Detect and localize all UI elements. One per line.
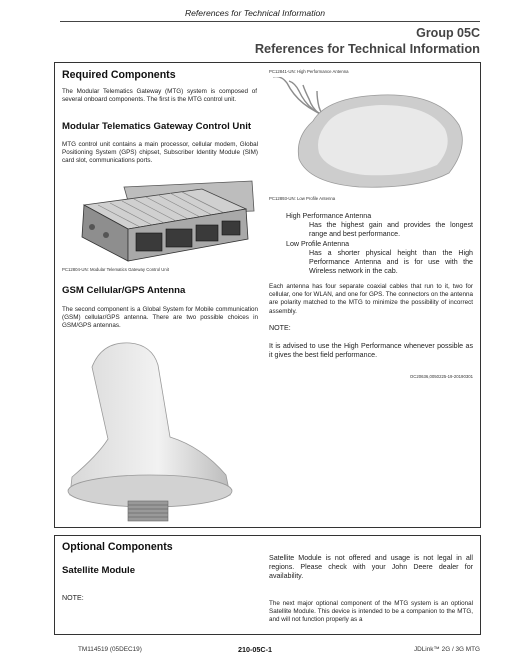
optional-components-heading: Optional Components [62,541,173,553]
mtg-text: MTG control unit contains a main processor, cellular modem, Global Positioning System (GPS) chipset, Subscriber Identity Module (SIM) card slot, communications ports. [62,141,258,165]
gsm-text: The second component is a Global System for Mobile communication (GSM) cellular/GPS antenna. There are two possible choices in GSM/GPS antennas. [62,306,258,330]
note-text: It is advised to use the High Performance whenever possible as it gives the best field performance. [269,342,473,359]
required-components-heading: Required Components [62,69,176,81]
mtg-control-unit-image [62,175,258,265]
footer-doc-id: TM114519 (05DEC19) [78,646,142,653]
satellite-body-text: The next major optional component of the MTG system is an optional Satellite Module. This device is intended to be a companion to the MTG, and will not function properly as a [269,600,473,624]
header-rule [60,21,480,22]
def-term-low-profile: Low Profile Antenna [286,240,350,248]
optional-note-label: NOTE: [62,594,84,602]
footer-page-number: 210-05C-1 [238,645,272,654]
satellite-module-heading: Satellite Module [62,565,136,576]
def-term-high-performance: High Performance Antenna [286,212,372,220]
coax-text: Each antenna has four separate coaxial cables that run to it, two for cellular, one for WLAN, and one for GPS. The connectors on the antenna are polarity matched to the MTG to minimize the possibility of incorrect assembly. [269,283,473,315]
reference-code: OC20636,0050225-19-20190301 [409,374,473,379]
mtg-caption: PC12804-UN: Modular Telematics Gateway Control Unit [62,267,169,272]
required-components-text: The Modular Telematics Gateway (MTG) system is composed of several onboard components. The first is the MTG control unit. [62,88,257,104]
gsm-heading: GSM Cellular/GPS Antenna [62,285,186,296]
optional-components-panel [54,535,481,635]
hp-antenna-caption: PC12841-UN: High Performance Antenna [269,69,349,74]
required-components-panel [54,62,481,528]
lp-antenna-caption: PC12893-UN: Low Profile Antenna [269,196,336,201]
satellite-note-text: Satellite Module is not offered and usage is not legal in all regions. Please check with your John Deere dealer for availability. [269,554,473,580]
running-header: References for Technical Information [184,8,326,18]
section-title: References for Technical Information [254,41,480,56]
gsm-antenna-image [62,337,258,523]
note-label: NOTE: [269,324,291,332]
mtg-heading: Modular Telematics Gateway Control Unit [62,121,252,132]
hp-antenna-image [269,77,475,193]
def-text-high-performance: Has the highest gain and provides the longest range and best performance. [309,221,473,238]
footer-product: JDLink™ 2G / 3G MTG [413,646,480,653]
def-text-low-profile: Has a shorter physical height than the High Performance Antenna and is for use with the Wireless network in the cab. [309,249,473,275]
group-label: Group 05C [416,26,480,40]
